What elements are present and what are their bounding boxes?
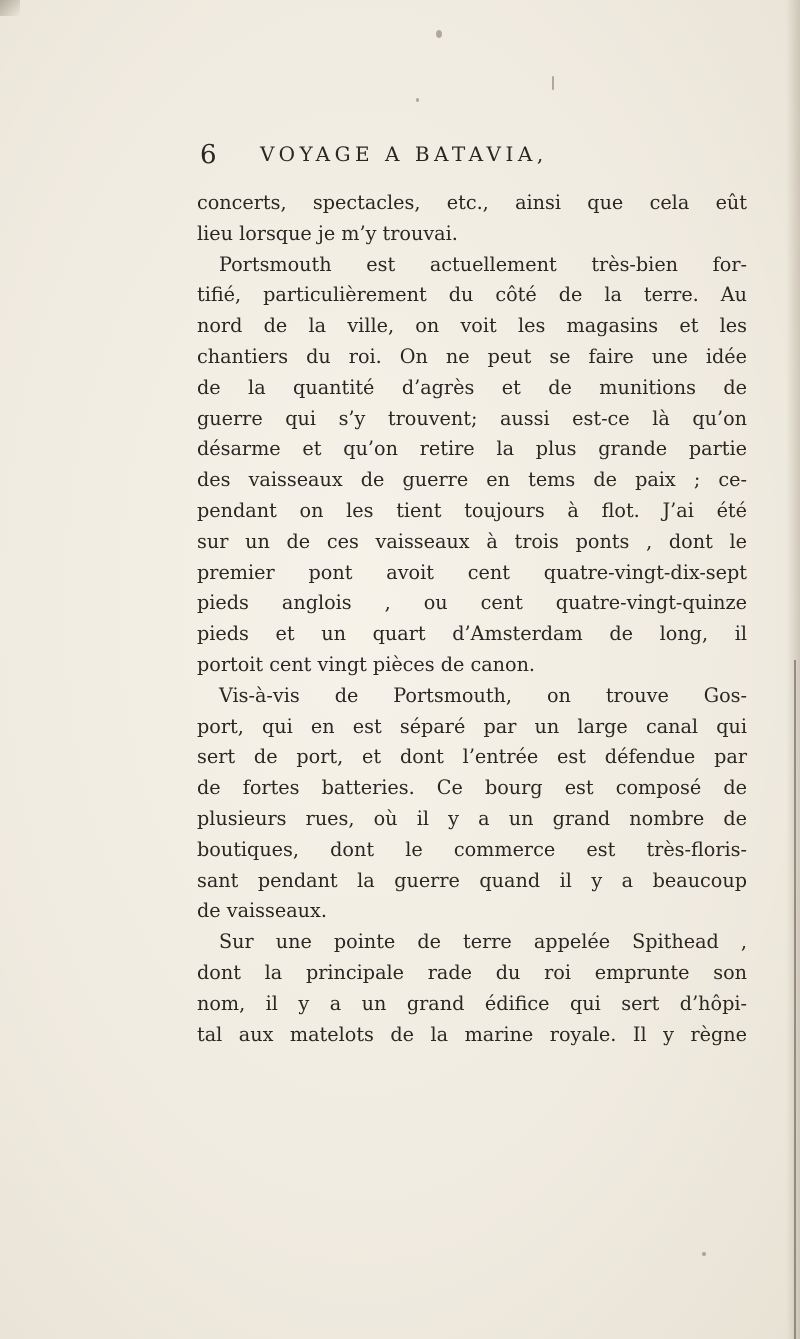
text-line: port, qui en est séparé par un large canal qui: [197, 714, 747, 738]
ink-speck: [702, 1252, 706, 1256]
text-line: boutiques, dont le commerce est très-floris-: [197, 837, 747, 861]
text-line: sert de port, et dont l’entrée est défendue par: [197, 745, 747, 769]
text-line: tal aux matelots de la marine royale. Il y règne: [197, 1022, 747, 1046]
page-corner-stain: [0, 0, 20, 16]
text-line: sur un de ces vaisseaux à trois ponts , dont le: [197, 529, 747, 553]
ink-speck: [416, 98, 419, 102]
ink-speck: [436, 30, 442, 38]
text-line: guerre qui s’y trouvent; aussi est-ce là qu’on: [197, 406, 747, 430]
text-line: nom, il y a un grand édifice qui sert d’hôpi-: [197, 991, 747, 1015]
text-line: nord de la ville, on voit les magasins et les: [197, 314, 747, 338]
text-line: chantiers du roi. On ne peut se faire une idée: [197, 344, 747, 368]
text-line: premier pont avoit cent quatre-vingt-dix-sept: [197, 560, 747, 584]
ink-speck: [552, 76, 554, 90]
text-line: Sur une pointe de terre appelée Spithead ,: [219, 930, 747, 954]
text-line: Portsmouth est actuellement très-bien for-: [219, 252, 747, 276]
text-line: portoit cent vingt pièces de canon.: [197, 652, 536, 676]
running-head: VOYAGE A BATAVIA,: [260, 142, 548, 166]
text-line: tifié, particulièrement du côté de la terre. Au: [197, 283, 747, 307]
text-line: de fortes batteries. Ce bourg est composé de: [197, 776, 747, 800]
text-line: de vaisseaux.: [197, 899, 327, 923]
page-gutter-line: [794, 660, 796, 1339]
page-edge-shadow: [786, 0, 800, 1339]
text-line: concerts, spectacles, etc., ainsi que cela eût: [197, 191, 747, 214]
text-line: sant pendant la guerre quand il y a beaucoup: [197, 868, 747, 892]
text-line: plusieurs rues, où il y a un grand nombre de: [197, 806, 747, 830]
text-line: pendant on les tient toujours à flot. J’ai été: [197, 498, 747, 522]
body-text: [197, 188, 747, 1050]
page-header: [200, 140, 700, 172]
text-line: des vaisseaux de guerre en tems de paix ; ce-: [197, 468, 747, 492]
text-line: lieu lorsque je m’y trouvai.: [197, 221, 458, 245]
text-line: pieds et un quart d’Amsterdam de long, il: [197, 622, 747, 646]
page-number: 6: [200, 140, 217, 170]
text-line: désarme et qu’on retire la plus grande partie: [197, 437, 747, 461]
text-line: dont la principale rade du roi emprunte son: [197, 960, 747, 984]
text-line: de la quantité d’agrès et de munitions de: [197, 375, 747, 399]
text-line: Vis-à-vis de Portsmouth, on trouve Gos-: [219, 683, 747, 707]
text-line: pieds anglois , ou cent quatre-vingt-quinze: [197, 591, 747, 615]
